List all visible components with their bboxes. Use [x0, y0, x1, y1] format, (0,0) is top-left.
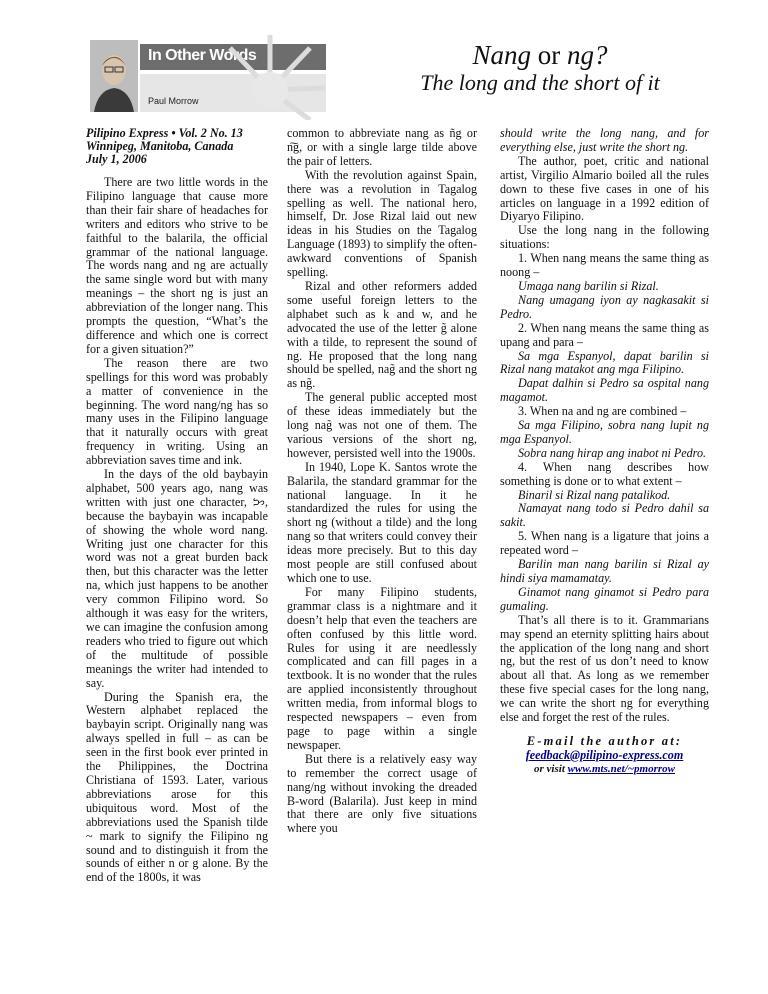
- paragraph: In the days of the old baybayin alphabet, 500 years ago, nang was written with just one character, ᜅ, because the baybayin was incapable of showing the whole word nang. Writing just one character for this word was not a great burden back then, but this character was the letter na, which just happens to be another very common Filipino word. So although it was easy for the writers, we can imagine the confusion among readers who tried to figure out which of the multitude of possible meanings the writer had intended to say.: [86, 467, 268, 690]
- rule-4: 4. When nang describes how something is done or to what extent –: [500, 459, 709, 488]
- email-link[interactable]: feedback@pilipino-express.com: [525, 747, 684, 762]
- headline-or: or: [537, 40, 561, 70]
- sun-graphic: [210, 30, 330, 120]
- author-name: Paul Morrow: [148, 96, 199, 106]
- subtitle: The long and the short of it: [420, 70, 660, 95]
- column-name: In Other Words: [148, 47, 257, 64]
- paragraph: The reason there are two spellings for this word was probably a matter of convenience in the beginning. The word nang/ng has so many uses in the Filipino language that it naturally occurs with great frequency in writing. Using an abbreviation saves time and ink.: [86, 355, 268, 468]
- paragraph: The general public accepted most of these ideas immediately but the long nag̃ was not one of them. The various versions of the short ng, however, persisted well into the 1900s.: [287, 390, 477, 460]
- headline-nang: Nang: [472, 40, 531, 70]
- rule-3: 3. When na and ng are combined –: [518, 404, 687, 419]
- headline: [350, 40, 730, 70]
- pub-location: Winnipeg, Manitoba, Canada: [86, 139, 234, 153]
- paragraph: There are two little words in the Filipino language that cause more than their fair share of headaches for writers and editors who strive to be faithful to the balarila, the official grammar of the national language. The words nang and ng are actually the same single word but with many meanings – the short ng is just an abbreviation of the longer nang. This prompts the question, “What’s the difference and which one is correct for a given situation?”: [86, 175, 268, 356]
- paragraph: Rizal and other reformers added some useful foreign letters to the alphabet such as k and w, and he advocated the use of the letter g̃ alone with a tilde, to represent the sound of ng. He proposed that the long nang should be spelled, nag̃ and the short ng as ng̃.: [287, 278, 477, 391]
- paragraph: The author, poet, critic and national artist, Virgilio Almario boiled all the rules down to these five cases in one of his articles on language in a 1992 edition of Diyaryo Filipino.: [500, 153, 709, 224]
- column-3: [500, 127, 709, 777]
- paragraph: common to abbreviate nang as ñg or n͠g, or with a single large tilde above the pair of letters.: [287, 126, 477, 168]
- paragraph: For many Filipino students, grammar class is a nightmare and it doesn’t help that even the teachers are often confused by this little word. Rules for using it are needlessly complicated and can fill pages in a textbook. It is no wonder that the rules are applied inconsistently throughout written media, from informal blogs to respected newspapers – even from page to page within a single newspaper.: [287, 584, 477, 752]
- website-link[interactable]: www.mts.net/~pmorrow: [567, 762, 675, 775]
- email-label: E-mail the author at:: [526, 733, 683, 748]
- example: Namayat nang todo si Pedro dahil sa sakit.: [500, 501, 709, 530]
- example: Sa mga Filipino, sobra nang lupit ng mga Espanyol.: [500, 418, 709, 446]
- column-1: [86, 127, 268, 885]
- example: Nang umagang iyon ay nagkasakit si Pedro.: [500, 292, 709, 321]
- pub-issue: Pilipino Express • Vol. 2 No. 13: [86, 126, 243, 140]
- example: Ginamot nang ginamot si Pedro para gumaling.: [500, 584, 709, 613]
- example: Sobra nang hirap ang inabot ni Pedro.: [518, 445, 707, 460]
- example: Binaril si Rizal nang patalikod.: [518, 487, 671, 502]
- paragraph: Use the long nang in the following situations:: [500, 223, 709, 252]
- headline-ng: ng?: [567, 40, 608, 70]
- paragraph: should write the long nang, and for everything else, just write the short ng.: [500, 126, 709, 154]
- example: Dapat dalhin si Pedro sa ospital nang magamot.: [500, 376, 709, 405]
- visit-prefix: or visit: [534, 762, 565, 775]
- author-photo: [90, 40, 138, 112]
- pub-date: July 1, 2006: [86, 152, 147, 166]
- rule-5: 5. When nang is a ligature that joins a repeated word –: [500, 529, 709, 558]
- paragraph: But there is a relatively easy way to remember the correct usage of nang/ng without invoking the dreaded B-word (Balarila). Just keep in mind that there are only five situations where you: [287, 751, 477, 836]
- paragraph: That’s all there is to it. Grammarians may spend an eternity splitting hairs about the application of the long nang and short ng, but the rest of us don’t need to know about all that. As long as we remember these five special cases for the long nang, we can write the short ng for everything else and forget the rest of the rules.: [500, 612, 709, 725]
- column-2: [287, 127, 477, 836]
- paragraph: During the Spanish era, the Western alphabet replaced the baybayin script. Originally nang was always spelled in full – as can be seen in the first book ever printed in the Philippines, the Doctrina Christiana of 1593. Later, various abbreviations arose for this ubiquitous word. Most of the abbreviations used the Spanish tilde ~ mark to signify the Filipino ng sound and to distinguish it from the sounds of either n or g alone. By the end of the 1800s, it was: [86, 689, 268, 885]
- column-banner: [90, 40, 330, 112]
- example: Sa mga Espanyol, dapat barilin si Rizal nang matakot ang mga Filipino.: [500, 348, 709, 377]
- article-title: [350, 40, 730, 96]
- rule-1: 1. When nang means the same thing as noong –: [500, 251, 709, 280]
- example: Umaga nang barilin si Rizal.: [518, 278, 659, 293]
- paragraph: In 1940, Lope K. Santos wrote the Balarila, the standard grammar for the national language. In it he standardized the rules for using the short ng (without a tilde) and the long nang so that writers could convey their ideas more precisely. But to this day most people are still confused about which one to use.: [287, 459, 477, 585]
- paragraph: With the revolution against Spain, there was a revolution in Tagalog spelling as well. The national hero, himself, Dr. Jose Rizal laid out new ideas in his Studies on the Tagalog Language (1893) to simplify the often-awkward conventions of Spanish spelling.: [287, 167, 477, 280]
- example: Barilin man nang barilin si Rizal ay hindi siya mamamatay.: [500, 557, 709, 585]
- visit-line: [500, 763, 709, 777]
- rule-2: 2. When nang means the same thing as upang and para –: [500, 320, 709, 349]
- publication-info: [86, 127, 268, 166]
